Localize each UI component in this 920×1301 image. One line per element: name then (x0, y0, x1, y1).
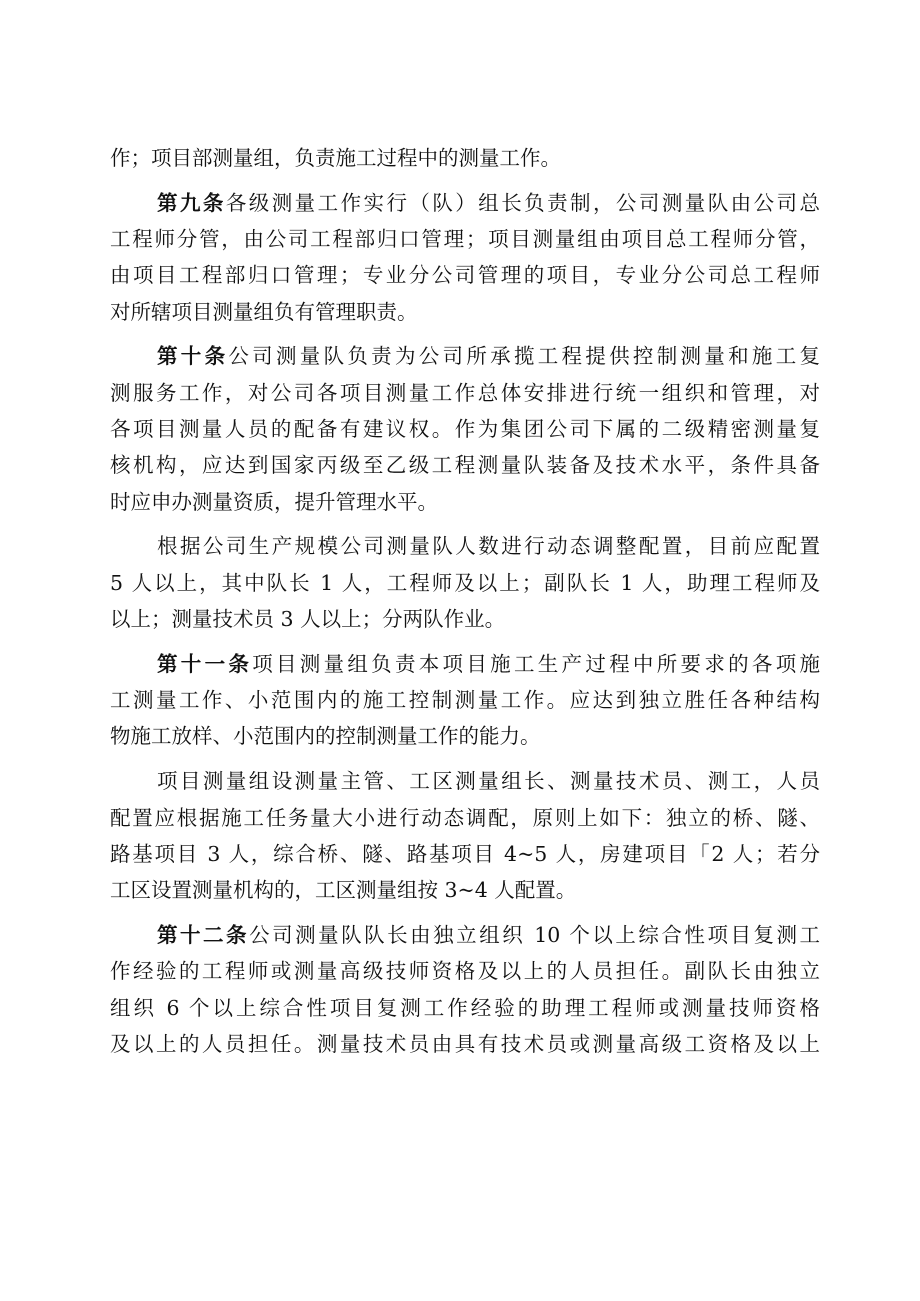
article-title: 第十二条 (157, 922, 250, 947)
article-title: 第九条 (157, 190, 226, 215)
article-title: 第十条 (157, 344, 229, 369)
article-first-line (110, 646, 820, 682)
article-first-line (110, 185, 820, 221)
text-line: 各级测量工作实行（队）组长负责制，公司测量队由公司总 (225, 190, 821, 215)
text-line: 根据公司生产规模公司测量队人数进行动态调整配置，目前应配置 (157, 534, 820, 559)
text-line: 工区设置测量机构的，工区测量组按 3~4 人配置。 (110, 878, 577, 903)
text-line: 5 人以上，其中队长 1 人，工程师及以上；副队长 1 人，助理工程师及 (110, 570, 820, 595)
text-line: 物施工放样、小范围内的控制测量工作的能力。 (110, 724, 541, 749)
article-first-line (110, 917, 820, 953)
text-line: 项目测量组设测量主管、工区测量组长、测量技术员、测工，人员 (157, 769, 820, 794)
text-line: 作；项目部测量组，负责施工过程中的测量工作。 (110, 146, 561, 170)
text-line: 配置应根据施工任务量大小进行动态调配，原则上如下：独立的桥、隧、 (110, 805, 820, 830)
text-line: 路基项目 3 人，综合桥、隧、路基项目 4~5 人，房建项目「2 人；若分 (110, 841, 820, 866)
text-line: 工程师分管，由公司工程部归口管理；项目测量组由项目总工程师分管， (110, 227, 820, 252)
text-line: 各项目测量人员的配备有建议权。作为集团公司下属的二级精密测量复 (110, 417, 820, 442)
text-line: 及以上的人员担任。测量技术员由具有技术员或测量高级工资格及以上 (110, 1031, 820, 1056)
text-line: 作经验的工程师或测量高级技师资格及以上的人员担任。副队长由独立 (110, 959, 820, 984)
text-line: 测服务工作，对公司各项目测量工作总体安排进行统一组织和管理，对 (110, 380, 820, 405)
text-line: 时应申办测量资质，提升管理水平。 (110, 489, 438, 514)
article-first-line (110, 338, 820, 374)
text-line: 公司测量队负责为公司所承揽工程提供控制测量和施工复 (228, 344, 821, 369)
article-title: 第十一条 (157, 651, 253, 676)
document-body (110, 140, 820, 1062)
text-line: 由项目工程部归口管理；专业分公司管理的项目，专业分公司总工程师 (110, 263, 820, 288)
text-line: 以上；测量技术员 3 人以上；分两队作业。 (110, 607, 506, 632)
text-line: 项目测量组负责本项目施工生产过程中所要求的各项施 (252, 651, 821, 676)
text-line: 组织 6 个以上综合性项目复测工作经验的助理工程师或测量技师资格 (110, 995, 820, 1020)
text-line: 工测量工作、小范围内的施工控制测量工作。应达到独立胜任各种结构 (110, 688, 820, 713)
text-line: 核机构，应达到国家丙级至乙级工程测量队装备及技术水平，条件具备 (110, 453, 820, 478)
text-line: 对所辖项目测量组负有管理职责。 (110, 299, 418, 324)
text-line: 公司测量队队长由独立组织 10 个以上综合性项目复测工 (249, 922, 821, 947)
